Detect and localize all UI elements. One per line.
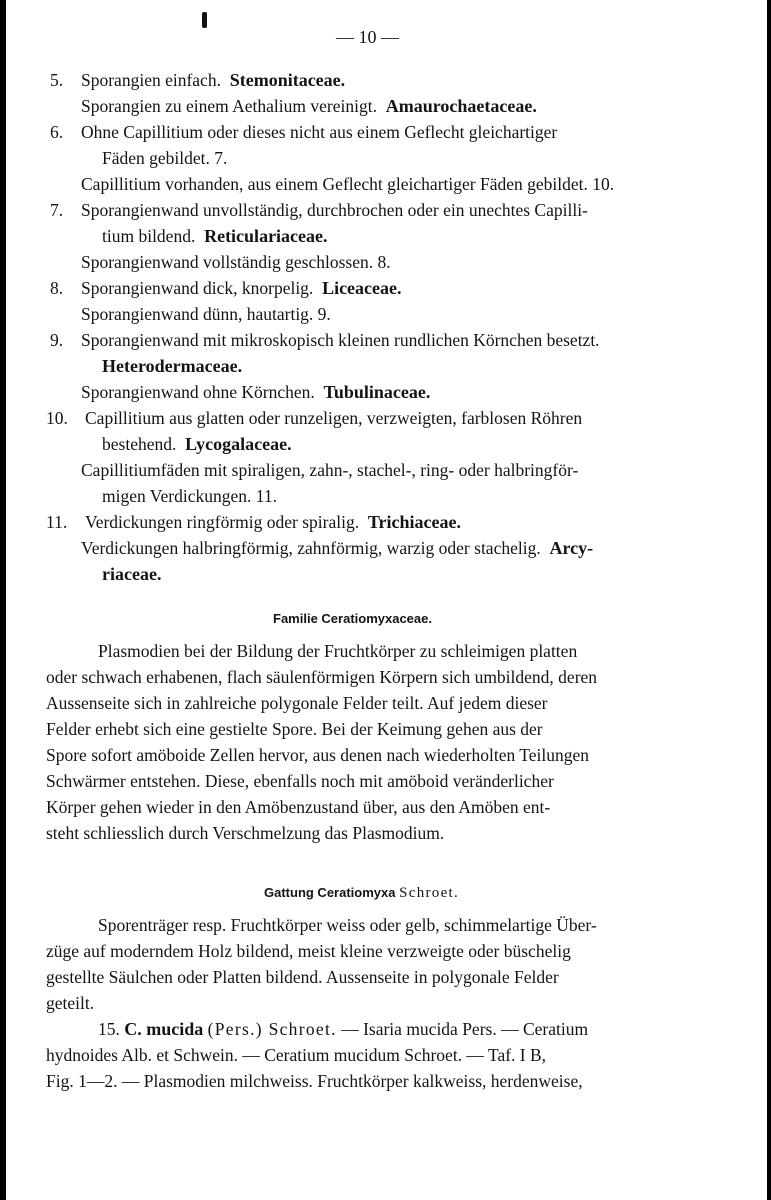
key-number: 5.	[50, 70, 64, 90]
key-text: Sporangienwand mit mikroskopisch kleinen rundlichen Körnchen besetzt.	[81, 330, 600, 350]
key-text: Sporangien einfach.	[81, 70, 221, 90]
key-text: Ohne Capillitium oder dieses nicht aus einem Geflecht gleichartiger	[81, 122, 558, 142]
family-text-line: Schwärmer entstehen. Diese, ebenfalls noch mit amöboid veränderlicher	[46, 771, 554, 791]
key-line	[102, 147, 227, 169]
key-text: Sporangienwand unvollständig, durchbrochen oder ein unechtes Capilli-	[81, 200, 588, 220]
key-text: Sporangienwand dünn, hautartig. 9.	[81, 304, 331, 324]
family-text-line: Aussenseite sich in zahlreiche polygonale Felder teilt. Auf jedem dieser	[46, 693, 548, 713]
genus-name: Gattung Ceratiomyxa	[264, 885, 396, 900]
key-text: Fäden gebildet. 7.	[102, 148, 228, 168]
key-text: Capillitiumfäden mit spiraligen, zahn-, stachel-, ring- oder halbringför-	[81, 460, 579, 480]
key-line	[102, 485, 277, 507]
key-text: Sporangienwand dick, knorpelig.	[81, 278, 314, 298]
key-text: Sporangien zu einem Aethalium vereinigt.	[81, 96, 377, 116]
key-taxon: Stemonitaceae.	[229, 70, 346, 90]
key-line	[102, 355, 242, 377]
key-text: migen Verdickungen. 11.	[102, 486, 277, 506]
species-number: 15.	[98, 1019, 120, 1039]
key-line	[81, 459, 578, 481]
key-text: Verdickungen halbringförmig, zahnförmig, warzig oder stachelig.	[81, 538, 541, 558]
key-text: tium bildend.	[102, 226, 196, 246]
key-taxon: Lycogalaceae.	[185, 434, 292, 454]
key-text: Capillitium aus glatten oder runzeligen, verzweigten, farblosen Röhren	[85, 408, 583, 428]
key-line	[50, 121, 558, 143]
species-synonyms: — Isaria mucida Pers. — Ceratium	[341, 1019, 589, 1039]
key-taxon: Amaurochaetaceae.	[385, 96, 537, 116]
key-line	[50, 199, 588, 221]
species-name: C. mucida	[124, 1019, 204, 1039]
key-line	[50, 329, 600, 351]
ink-speck	[202, 12, 207, 28]
key-text: Verdickungen ringförmig oder spiralig.	[85, 512, 360, 532]
scan-edge-right	[767, 0, 771, 1200]
species-text-line: hydnoides Alb. et Schwein. — Ceratium mucidum Schroet. — Taf. I B,	[46, 1045, 547, 1065]
species-authors: (Pers.) Schroet.	[207, 1019, 337, 1039]
key-line	[81, 95, 537, 117]
species-text-line: Fig. 1—2. — Plasmodien milchweiss. Fruchtkörper kalkweiss, herdenweise,	[46, 1071, 583, 1091]
family-text-line: Körper gehen wieder in den Amöbenzustand über, aus den Amöben ent-	[46, 797, 551, 817]
key-line	[102, 433, 292, 455]
key-text: Sporangienwand vollständig geschlossen. 8.	[81, 252, 391, 272]
family-heading: Familie Ceratiomyxaceae.	[273, 611, 432, 626]
genus-author: Schroet.	[399, 885, 460, 901]
key-taxon: Liceaceae.	[322, 278, 402, 298]
key-taxon: Tubulinaceae.	[323, 382, 431, 402]
key-line	[102, 563, 161, 585]
key-number: 10.	[46, 408, 68, 428]
key-text: bestehend.	[102, 434, 177, 454]
genus-text-line: geteilt.	[46, 993, 95, 1013]
genus-text-line: züge auf moderndem Holz bildend, meist kleine verzweigte oder büschelig	[46, 941, 571, 961]
key-line	[81, 251, 391, 273]
key-text: Capillitium vorhanden, aus einem Geflecht gleichartiger Fäden gebildet. 10.	[81, 174, 615, 194]
family-text-line: steht schliesslich durch Verschmelzung das Plasmodium.	[46, 823, 445, 843]
family-text-line: Felder erhebt sich eine gestielte Spore. Bei der Keimung gehen aus der	[46, 719, 543, 739]
key-line	[46, 511, 461, 533]
key-taxon: Heterodermaceae.	[102, 356, 243, 376]
key-line	[50, 277, 402, 299]
genus-heading	[264, 884, 459, 902]
species-line-1	[98, 1018, 588, 1040]
key-text: Sporangienwand ohne Körnchen.	[81, 382, 315, 402]
family-text-line: oder schwach erhabenen, flach säulenförmigen Körpern sich umbildend, deren	[46, 667, 598, 687]
family-text-line: Plasmodien bei der Bildung der Fruchtkörper zu schleimigen platten	[98, 641, 578, 661]
key-line	[81, 303, 331, 325]
key-line	[102, 225, 328, 247]
genus-text-line: Sporenträger resp. Fruchtkörper weiss oder gelb, schimmelartige Über-	[98, 915, 597, 935]
key-line	[81, 173, 614, 195]
key-number: 6.	[50, 122, 64, 142]
key-taxon: Arcy-	[549, 538, 594, 558]
key-taxon: riaceae.	[102, 564, 162, 584]
scan-edge-left	[0, 0, 6, 1200]
key-number: 11.	[46, 512, 68, 532]
family-text-line: Spore sofort amöboide Zellen hervor, aus denen nach wiederholten Teilungen	[46, 745, 589, 765]
key-line	[46, 407, 583, 429]
key-number: 7.	[50, 200, 64, 220]
genus-text-line: gestellte Säulchen oder Platten bildend. Aussenseite in polygonale Felder	[46, 967, 559, 987]
page-number: — 10 —	[336, 27, 399, 47]
key-number: 8.	[50, 278, 64, 298]
key-line	[50, 69, 346, 91]
key-line	[81, 381, 430, 403]
key-taxon: Reticulariaceae.	[204, 226, 328, 246]
key-number: 9.	[50, 330, 64, 350]
key-line	[81, 537, 593, 559]
key-taxon: Trichiaceae.	[367, 512, 461, 532]
